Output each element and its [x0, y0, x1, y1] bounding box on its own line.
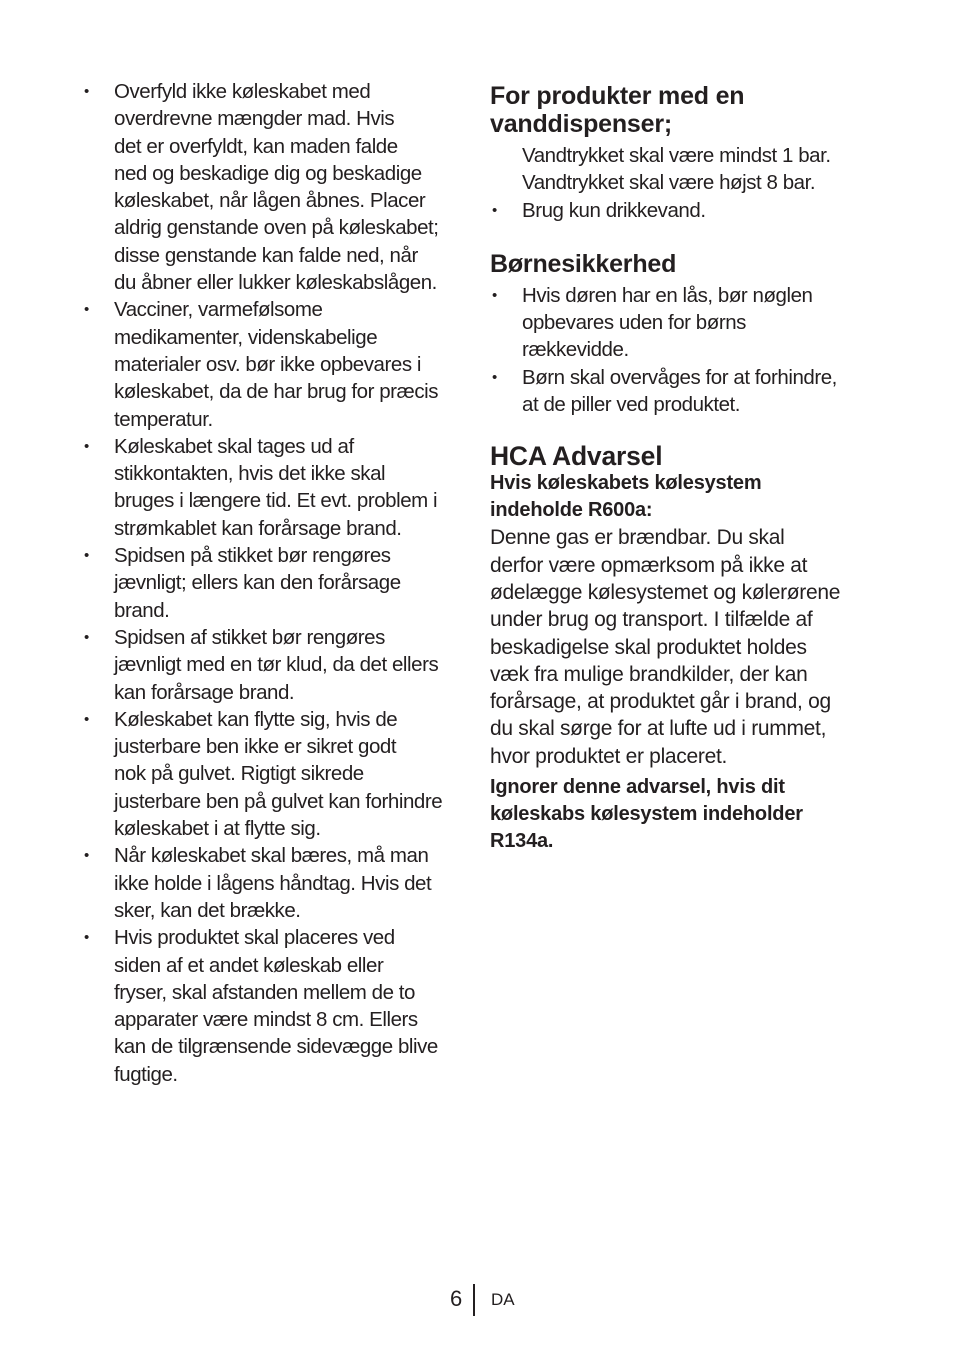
- list-item-text: Hvis døren har en lås, bør nøglen opbevares uden for børns rækkevidde.: [522, 283, 813, 362]
- footer-divider: [473, 1284, 475, 1316]
- list-item: [490, 197, 870, 224]
- list-item: [82, 924, 466, 1088]
- list-item-text: Vacciner, varmefølsome medikamenter, videnskabelige materialer osv. bør ikke opbevares i køleskabet, da de har brug for præcis temperatur.: [114, 298, 439, 431]
- bullet-icon: •: [84, 437, 89, 455]
- list-item: [82, 624, 466, 706]
- language-code: DA: [491, 1290, 515, 1309]
- water-dispenser-heading: For produkter med en vanddispenser;: [490, 82, 745, 138]
- bullet-icon: •: [84, 83, 89, 100]
- bullet-icon: •: [492, 286, 497, 304]
- child-safety-bullet-list: [490, 282, 870, 418]
- page-number: 6: [450, 1286, 463, 1311]
- hca-ignore-note: Ignorer denne advarsel, hvis dit køleskabs kølesystem indeholder R134a.: [490, 776, 803, 853]
- bullet-icon: •: [84, 847, 89, 865]
- bullet-icon: •: [84, 547, 89, 565]
- bullet-icon: •: [84, 628, 89, 646]
- list-item-text: Børn skal overvåges for at forhindre, at de piller ved produktet.: [522, 365, 837, 417]
- water-bullet-list: [490, 197, 870, 224]
- list-item-text: Køleskabet skal tages ud af stikkontakten, hvis det ikke skal bruges i længere tid. Et evt. problem i strømkablet kan forårsage brand.: [114, 434, 438, 540]
- list-item: [490, 282, 870, 364]
- list-item-text: Hvis produktet skal placeres ved siden af et andet køleskab eller fryser, skal afstanden mellem de to apparater være mindst 8 cm. Ellers kan de tilgrænsende sidevægge blive fugtige.: [114, 926, 438, 1086]
- list-item-text: Spidsen af stikket bør rengøres jævnligt med en tør klud, da det ellers kan forårsage brand.: [114, 625, 439, 704]
- water-pressure-max: Vandtrykket skal være højst 8 bar.: [522, 171, 816, 195]
- list-item: [82, 296, 466, 432]
- list-item: [82, 542, 466, 624]
- child-safety-heading: Børnesikkerhed: [490, 249, 677, 278]
- water-pressure-min: Vandtrykket skal være mindst 1 bar.: [522, 144, 831, 167]
- hca-warning-heading: HCA Advarsel: [490, 441, 663, 472]
- list-item-text: Køleskabet kan flytte sig, hvis de justerbare ben ikke er sikret godt nok på gulvet. Rigtigt sikrede justerbare ben på gulvet kan forhindre køleskabet i at flytte sig.: [114, 707, 443, 841]
- list-item-text: Spidsen på stikket bør rengøres jævnligt; ellers kan den forårsage brand.: [114, 544, 401, 622]
- list-item: [82, 78, 466, 296]
- list-item-text: Brug kun drikkevand.: [522, 198, 706, 222]
- bullet-icon: •: [84, 301, 89, 319]
- list-item: [82, 706, 466, 842]
- bullet-icon: •: [492, 368, 497, 386]
- hca-subheading: Hvis køleskabets kølesystem indeholde R600a:: [490, 472, 762, 522]
- page-footer: [0, 1284, 954, 1316]
- list-item-text: Når køleskabet skal bæres, må man ikke holde i lågens håndtag. Hvis det sker, kan det brække.: [114, 844, 432, 922]
- list-item: [82, 842, 466, 924]
- bullet-icon: •: [84, 929, 89, 947]
- list-item-text: Overfyld ikke køleskabet med overdrevne mængder mad. Hvis det er overfyldt, kan maden falde ned og beskadige dig og beskadige køleskabet, når lågen åbnes. Placer aldrig genstande oven på køleskabet; disse genstande kan falde ned, når du åbner eller lukker køleskabslågen.: [114, 80, 439, 295]
- bullet-icon: •: [492, 201, 497, 219]
- left-column: [82, 78, 466, 1088]
- list-item: [490, 364, 870, 419]
- bullet-icon: •: [84, 710, 89, 728]
- hca-body-text: Denne gas er brændbar. Du skal derfor være opmærksom på ikke at ødelægge kølesystemet og kølerørene under brug og transport. I tilfælde af beskadigelse skal produktet holdes væk fra mulige brandkilder, der kan forårsage, at produktet går i brand, og du skal sørge for at lufte ud i rummet, hvor produktet er placeret.: [490, 526, 841, 768]
- safety-bullet-list: [82, 78, 466, 1088]
- right-column: [490, 82, 870, 855]
- list-item: [82, 433, 466, 542]
